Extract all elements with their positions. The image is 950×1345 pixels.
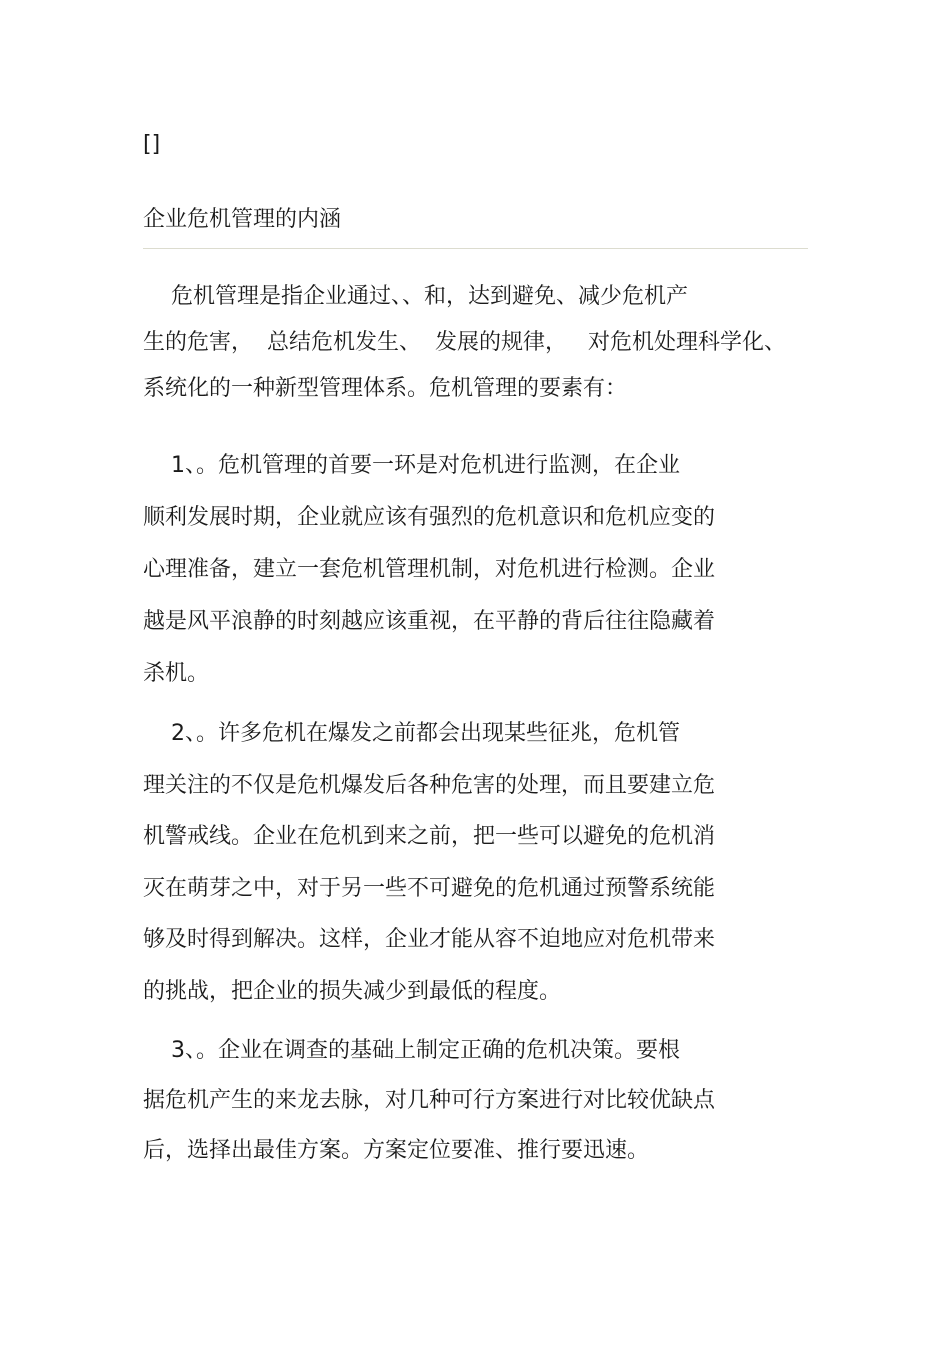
- section-heading: 企业危机管理的内涵: [143, 207, 342, 232]
- intro-paragraph: [143, 274, 823, 412]
- text-line: 顺利发展时期，企业就应该有强烈的危机意识和危机应变的: [143, 505, 716, 530]
- text-line: 危机管理是指企业通过、、和，达到避免、减少危机产: [143, 284, 688, 309]
- item-2-paragraph: [143, 708, 823, 1017]
- text-line: 越是风平浪静的时刻越应该重视，在平静的背后往往隐藏着: [143, 609, 716, 634]
- text-line: 系统化的一种新型管理体系。危机管理的要素有：: [143, 376, 628, 401]
- text-line: 机警戒线。企业在危机到来之前，把一些可以避免的危机消: [143, 824, 716, 849]
- text-line: 心理准备，建立一套危机管理机制，对危机进行检测。企业: [143, 557, 716, 582]
- text-line: 的挑战，把企业的损失减少到最低的程度。: [143, 978, 562, 1004]
- text-line: 3、。企业在调查的基础上制定正确的危机决策。要根: [143, 1038, 680, 1063]
- text-line: 灭在萌芽之中，对于另一些不可避免的危机通过预警系统能: [143, 875, 716, 901]
- heading-divider: [143, 248, 808, 249]
- text-line: 据危机产生的来龙去脉，对几种可行方案进行对比较优缺点: [143, 1088, 716, 1113]
- text-line: 2、。许多危机在爆发之前都会出现某些征兆，危机管: [143, 721, 680, 746]
- item-3-paragraph: [143, 1026, 823, 1176]
- bracket-marker: []: [143, 132, 161, 157]
- text-line: 后，选择出最佳方案。方案定位要准、推行要迅速。: [143, 1138, 650, 1163]
- text-line: 生的危害， 总结危机发生、 发展的规律， 对危机处理科学化、: [143, 330, 786, 355]
- text-line: 1、。危机管理的首要一环是对危机进行监测，在企业: [143, 453, 680, 478]
- text-line: 够及时得到解决。这样，企业才能从容不迫地应对危机带来: [143, 927, 716, 952]
- text-line: 杀机。: [143, 661, 210, 686]
- text-line: 理关注的不仅是危机爆发后各种危害的处理，而且要建立危: [143, 772, 716, 798]
- item-1-paragraph: [143, 440, 823, 700]
